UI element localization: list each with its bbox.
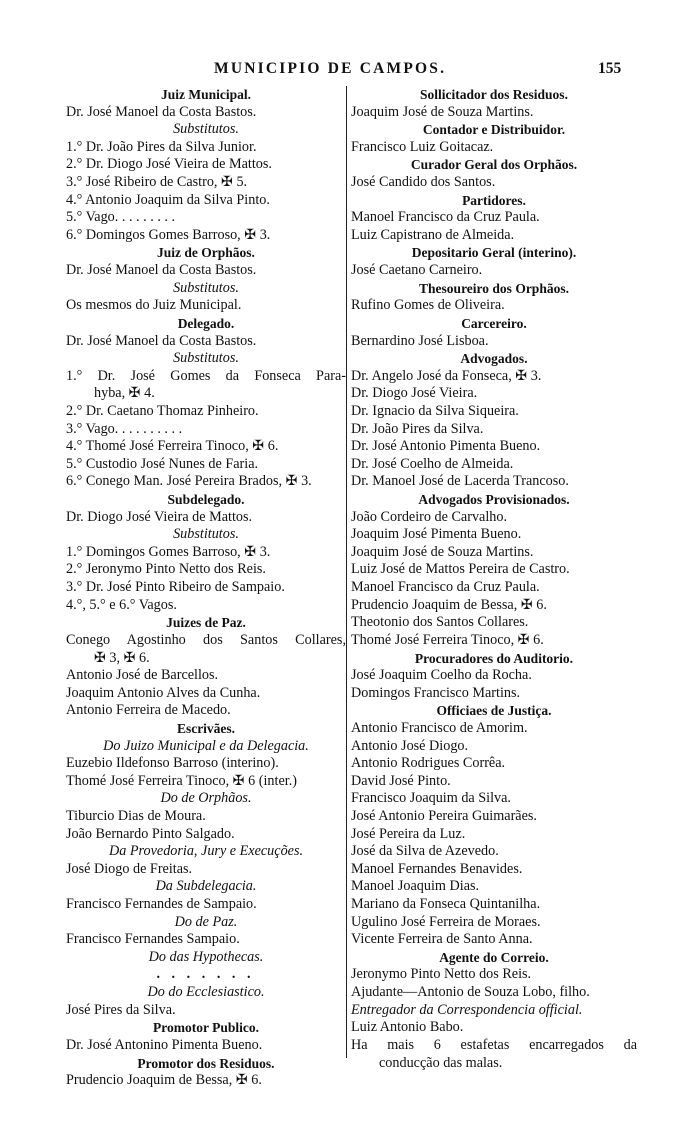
text-line: Francisco Joaquim da Silva. (351, 790, 511, 807)
section-heading: Officiaes de Justiça. (436, 703, 552, 719)
text-line: Tiburcio Dias de Moura. (66, 807, 206, 824)
sub-heading: Substitutos. (173, 279, 239, 296)
section-heading: Juiz Municipal. (160, 87, 251, 102)
text-line: 1.° Domingos Gomes Barroso, ✠ 3. (66, 543, 271, 560)
text-line: David José Pinto. (351, 772, 451, 789)
text-line: Joaquim José de Souza Martins. (351, 543, 534, 560)
text-line: Dr. Diogo José Vieira de Mattos. (66, 508, 253, 525)
text-line: 5.° Vago. . . . . . . . . (66, 209, 176, 226)
text-line: Euzebio Ildefonso Barroso (interino). (66, 755, 279, 772)
text-line: Dr. José Antonio Pimenta Bueno. (351, 438, 541, 455)
text-line: Thomé José Ferreira Tinoco, ✠ 6 (inter.) (66, 772, 297, 789)
text-line: Dr. Ignacio da Silva Siqueira. (351, 402, 519, 419)
text-line: 3.° Vago. . . . . . . . . . (66, 420, 183, 437)
text-line: 2.° Dr. Caetano Thomaz Pinheiro. (66, 402, 259, 419)
text-line: Ugulino José Ferreira de Moraes. (351, 913, 541, 930)
text-line: Dr. José Manoel da Costa Bastos. (66, 262, 257, 279)
text-line: Manoel Francisco da Cruz Paula. (351, 209, 540, 226)
dots-line: . . . . . . . (156, 966, 256, 983)
text-line: Prudencio Joaquim de Bessa, ✠ 6. (351, 596, 547, 613)
text-line: 6.° Conego Man. José Pereira Brados, ✠ 3. (66, 473, 312, 490)
section-heading: Promotor Publico. (153, 1020, 259, 1036)
text-line: Os mesmos do Juiz Municipal. (66, 297, 242, 314)
text-line: Luiz José de Mattos Pereira de Castro. (351, 561, 570, 578)
right-column (351, 86, 637, 1072)
text-line: Dr. Manoel José de Lacerda Trancoso. (351, 473, 569, 490)
text-line: José Antonio Pereira Guimarães. (351, 807, 537, 824)
sub-heading: Substitutos. (173, 121, 239, 138)
text-line: Joaquim Antonio Alves da Cunha. (66, 684, 261, 701)
sub-heading: Da Provedoria, Jury e Execuções. (108, 843, 304, 860)
left-column (66, 86, 346, 1090)
sub-heading: Da Subdelegacia. (155, 878, 257, 895)
text-line: Domingos Francisco Martins. (351, 684, 521, 701)
text-line: Joaquim José de Souza Martins. (351, 103, 534, 120)
sub-heading: Substitutos. (173, 526, 239, 543)
text-line: Rufino Gomes de Oliveira. (351, 297, 505, 314)
text-line: 3.° José Ribeiro de Castro, ✠ 5. (66, 174, 248, 191)
text-line: 4.°, 5.° e 6.° Vagos. (66, 596, 177, 613)
text-line: Thomé José Ferreira Tinoco, ✠ 6. (351, 631, 544, 648)
text-line: João Cordeiro de Carvalho. (351, 508, 508, 525)
sub-heading: Do do Ecclesiastico. (147, 984, 265, 1001)
text-line: Antonio Francisco de Amorim. (351, 719, 528, 736)
text-line: 4.° Thomé José Ferreira Tinoco, ✠ 6. (66, 438, 279, 455)
text-line: José Pires da Silva. (66, 1001, 176, 1018)
text-line: Antonio Rodrigues Corrêa. (351, 755, 506, 772)
italic-line: Entregador da Correspondencia official. (351, 1001, 583, 1018)
text-line: Dr. João Pires da Silva. (351, 420, 484, 437)
continuation-line: ✠ 3, ✠ 6. (94, 649, 150, 666)
sub-heading: Do Juizo Municipal e da Delegacia. (103, 737, 309, 754)
section-heading: Procuradores do Auditorio. (414, 650, 574, 666)
section-heading: Carcereiro. (461, 315, 527, 331)
text-line: Mariano da Fonseca Quintanilha. (351, 896, 541, 913)
section-heading: Juiz de Orphãos. (157, 245, 255, 261)
page-title: MUNICIPIO DE CAMPOS. (214, 60, 447, 77)
text-line: Manoel Fernandes Benavides. (351, 860, 523, 877)
sub-heading: Do das Hypothecas. (148, 948, 264, 965)
section-heading: Thesoureiro dos Orphãos. (419, 280, 569, 296)
text-line: José Diogo de Freitas. (66, 860, 193, 877)
page-number: 155 (598, 60, 622, 77)
text-line: Antonio Ferreira de Macedo. (66, 702, 231, 719)
text-line: 5.° Custodio José Nunes de Faria. (66, 455, 259, 472)
text-line: Ajudante—Antonio de Souza Lobo, filho. (351, 984, 590, 1001)
sub-heading: Substitutos. (173, 350, 239, 367)
section-heading: Sollicitador dos Residuos. (420, 87, 568, 102)
text-line: Joaquim José Pimenta Bueno. (351, 526, 522, 543)
text-line: 6.° Domingos Gomes Barroso, ✠ 3. (66, 226, 271, 243)
text-line: Antonio José de Barcellos. (66, 667, 219, 684)
section-heading: Escrivães. (176, 720, 236, 736)
text-line: Prudencio Joaquim de Bessa, ✠ 6. (66, 1072, 262, 1089)
section-heading: Advogados. (460, 351, 528, 367)
text-line: 1.° Dr. João Pires da Silva Junior. (66, 138, 257, 155)
text-line: Manoel Joaquim Dias. (351, 878, 480, 895)
section-heading: Delegado. (177, 315, 235, 331)
text-line: Bernardino José Lisboa. (351, 332, 489, 349)
column-divider (346, 86, 347, 1058)
section-heading: Subdelegado. (167, 492, 245, 508)
text-line: Theotonio dos Santos Collares. (351, 614, 529, 631)
section-heading: Agente do Correio. (439, 949, 549, 965)
text-line: 4.° Antonio Joaquim da Silva Pinto. (66, 191, 270, 208)
text-line: José Caetano Carneiro. (351, 262, 483, 279)
text-line: Jeronymo Pinto Netto dos Reis. (351, 966, 532, 983)
sub-heading: Do de Paz. (174, 913, 238, 930)
text-line: Francisco Luiz Goitacaz. (351, 138, 494, 155)
text-line: José Joaquim Coelho da Rocha. (351, 667, 532, 684)
text-line: José da Silva de Azevedo. (351, 843, 499, 860)
text-line: Dr. José Coelho de Almeida. (351, 455, 514, 472)
text-line: Antonio José Diogo. (351, 737, 469, 754)
section-heading: Promotor dos Residuos. (137, 1055, 275, 1071)
justified-line: 1.° Dr. José Gomes da Fonseca Para- (66, 367, 346, 384)
text-line: Luiz Antonio Babo. (351, 1019, 464, 1036)
text-line: Vicente Ferreira de Santo Anna. (351, 931, 533, 948)
section-heading: Advogados Provisionados. (418, 492, 570, 508)
section-heading: Depositario Geral (interino). (411, 245, 577, 261)
section-heading: Curador Geral dos Orphãos. (410, 157, 578, 173)
text-line: Dr. José Manoel da Costa Bastos. (66, 332, 257, 349)
text-line: Dr. José Antonino Pimenta Bueno. (66, 1036, 263, 1053)
text-line: Francisco Fernandes de Sampaio. (66, 896, 257, 913)
continuation-line: conducção das malas. (379, 1054, 503, 1071)
text-line: Dr. Diogo José Vieira. (351, 385, 478, 402)
text-line: Dr. Angelo José da Fonseca, ✠ 3. (351, 367, 542, 384)
sub-heading: Do de Orphãos. (160, 790, 252, 807)
page-header (0, 60, 683, 82)
text-line: Manoel Francisco da Cruz Paula. (351, 579, 540, 596)
text-line: 2.° Jeronymo Pinto Netto dos Reis. (66, 561, 266, 578)
text-line: Francisco Fernandes Sampaio. (66, 931, 240, 948)
text-line: 3.° Dr. José Pinto Ribeiro de Sampaio. (66, 579, 285, 596)
continuation-line: hyba, ✠ 4. (94, 385, 155, 402)
text-line: José Candido dos Santos. (351, 174, 496, 191)
text-line: Dr. José Manoel da Costa Bastos. (66, 103, 257, 120)
justified-line: Conego Agostinho dos Santos Collares, (66, 631, 346, 648)
section-heading: Contador e Distribuidor. (422, 122, 566, 138)
section-heading: Juizes de Paz. (166, 615, 246, 631)
text-line: José Pereira da Luz. (351, 825, 466, 842)
text-line: João Bernardo Pinto Salgado. (66, 825, 235, 842)
section-heading: Partidores. (462, 192, 526, 208)
justified-line: Ha mais 6 estafetas encarregados da (351, 1036, 637, 1053)
text-line: Luiz Capistrano de Almeida. (351, 226, 515, 243)
text-line: 2.° Dr. Diogo José Vieira de Mattos. (66, 156, 272, 173)
